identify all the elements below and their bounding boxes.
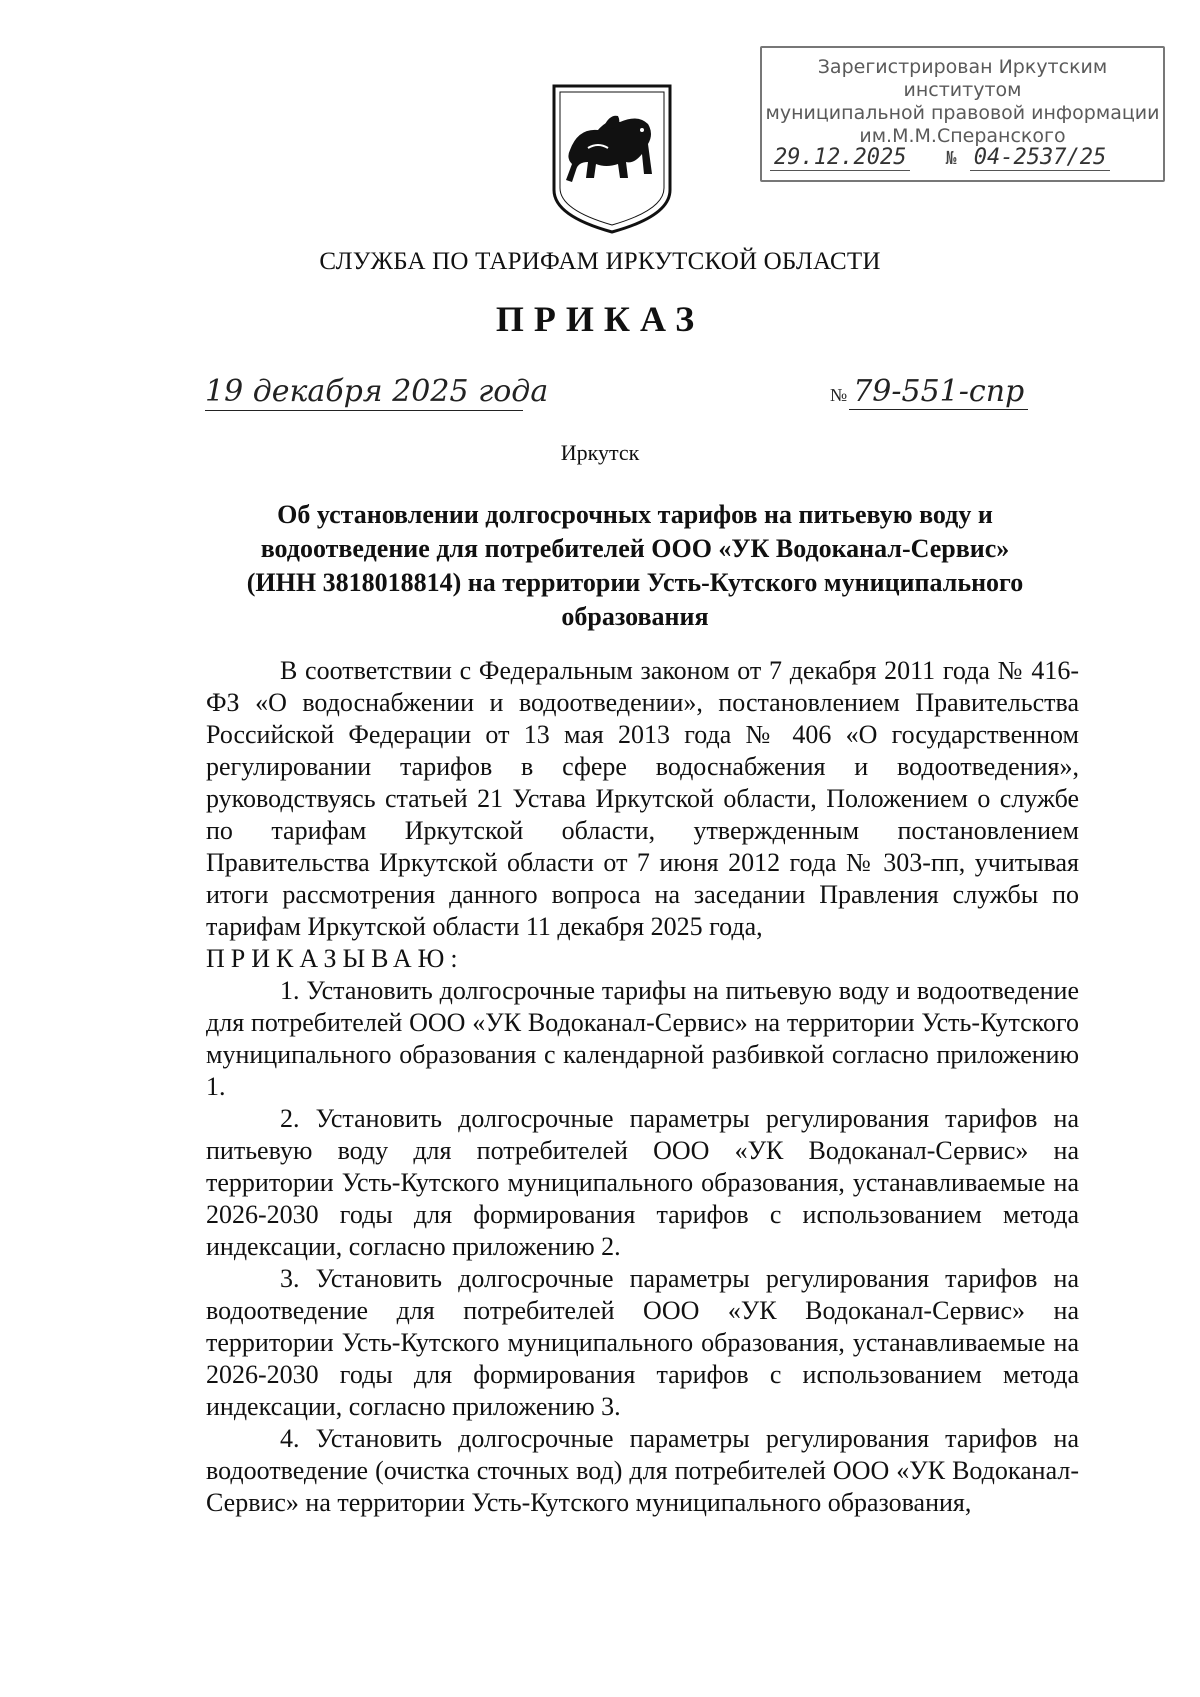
- order-item: 1. Установить долгосрочные тарифы на питьевую воду и водоотведение для потребителей ООО «УК Водоканал-Сервис» на территории Усть-Кутского муниципального образования с календарной разбивкой согласно приложению 1.: [206, 976, 1079, 1101]
- order-date: 19 декабря 2025 года: [205, 374, 549, 409]
- order-item: 2. Установить долгосрочные параметры регулирования тарифов на питьевую воду для потребителей ООО «УК Водоканал-Сервис» на территории Усть-Кутского муниципального образования, устанавливаемые на 2026-2030 годы для формирования тарифов с использованием метода индексации, согласно приложению 2.: [206, 1104, 1079, 1261]
- order-word: ПРИКАЗЫВАЮ:: [206, 944, 464, 973]
- registration-stamp: [760, 46, 1165, 182]
- stamp-line: им.М.М.Сперанского: [859, 125, 1066, 147]
- order-item: 3. Установить долгосрочные параметры регулирования тарифов на водоотведение для потребителей ООО «УК Водоканал-Сервис» на территории Усть-Кутского муниципального образования, устанавливаемые на 2026-2030 годы для формирования тарифов с использованием метода индексации, согласно приложению 3.: [206, 1264, 1079, 1421]
- order-item: 4. Установить долгосрочные параметры регулирования тарифов на водоотведение (очистка сточных вод) для потребителей ООО «УК Водоканал-Сервис» на территории Усть-Кутского муниципального образования,: [206, 1424, 1079, 1517]
- subject-line: Об установлении долгосрочных тарифов на питьевую воду и: [277, 500, 993, 529]
- stamp-number: 04-2537/25: [970, 145, 1110, 171]
- order-title: ПРИКАЗ: [495, 299, 705, 339]
- order-body: [206, 655, 1079, 1519]
- order-subject: [200, 498, 1070, 634]
- stamp-number-label: №: [945, 148, 957, 169]
- city: Иркутск: [560, 440, 640, 465]
- order-number: 79-551-спр: [849, 374, 1028, 410]
- coat-of-arms-icon: [548, 78, 676, 236]
- stamp-registration-row: [770, 146, 1157, 170]
- stamp-line: муниципальной правовой информации: [765, 102, 1160, 124]
- order-number-label: №: [830, 385, 848, 405]
- subject-line: водоотведение для потребителей ООО «УК Водоканал-Сервис»: [260, 534, 1010, 563]
- preamble-paragraph: В соответствии с Федеральным законом от 7 декабря 2011 года № 416-ФЗ «О водоснабжении и водоотведении», постановлением Правительства Российской Федерации от 13 мая 2013 года № 406 «О государственном регулировании тарифов в сфере водоснабжения и водоотведения», руководствуясь статьей 21 Устава Иркутской области, Положением о службе по тарифам Иркутской области, утвержденным постановлением Правительства Иркутской области от 7 июня 2012 года № 303-пп, учитывая итоги рассмотрения данного вопроса на заседании Правления службы по тарифам Иркутской области 11 декабря 2025 года,: [206, 656, 1079, 941]
- order-number-row: [830, 374, 1028, 413]
- stamp-date: 29.12.2025: [770, 145, 910, 171]
- agency-name: СЛУЖБА ПО ТАРИФАМ ИРКУТСКОЙ ОБЛАСТИ: [319, 248, 881, 275]
- stamp-line: Зарегистрирован Иркутским институтом: [817, 56, 1108, 101]
- subject-line: образования: [561, 602, 709, 631]
- subject-line: (ИНН 3818018814) на территории Усть-Кутского муниципального: [246, 568, 1024, 597]
